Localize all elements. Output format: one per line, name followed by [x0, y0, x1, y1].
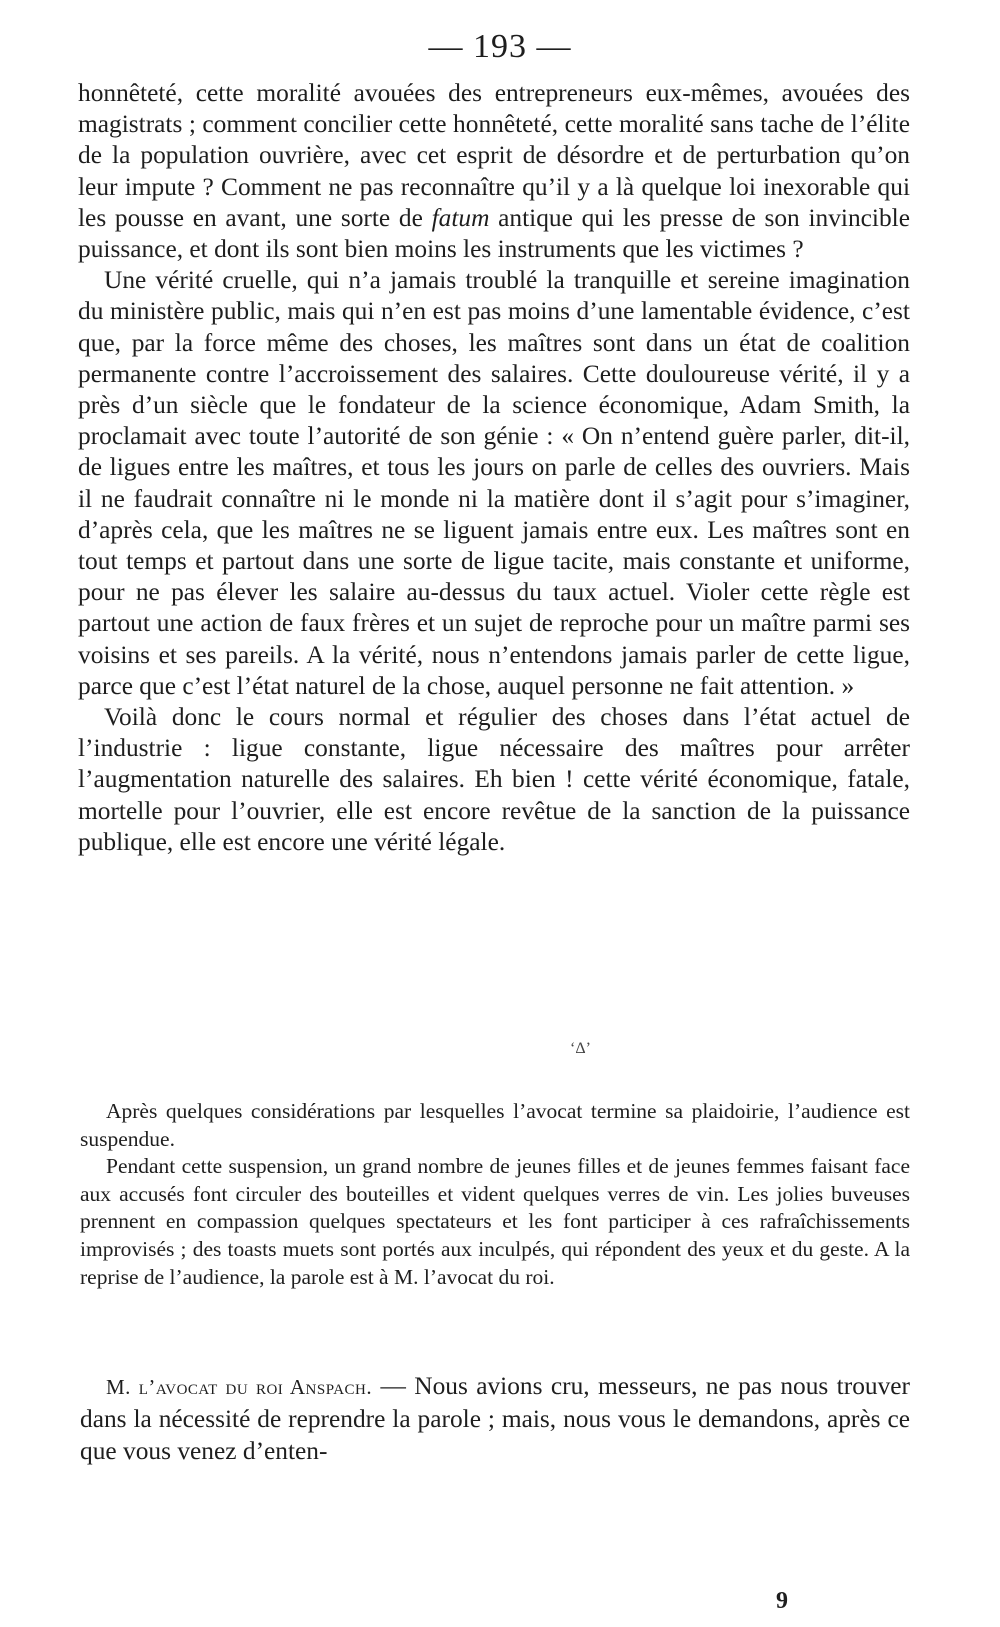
- narrative-paragraph-2: Pendant cette suspension, un grand nombre de jeunes filles et de jeunes femmes faisant face aux accusés font circuler des bouteilles et vident quelques verres de vin. Les jolies buveuses prennent en compassion quelques spectateurs et les font participer à ces rafraîchissements improvisés ; des toasts muets sont portés aux inculpés, qui répondent des yeux et du geste. A la reprise de l’audience, la parole est à M. l’avocat du roi.: [80, 1154, 910, 1289]
- paragraph-1: [78, 78, 910, 265]
- speech-paragraph: [80, 1370, 910, 1467]
- speaker-name: M. l’avocat du roi Anspach.: [106, 1375, 373, 1399]
- narrative-paragraph-1: Après quelques considérations par lesquelles l’avocat termine sa plaidoirie, l’audience est suspendue.: [80, 1099, 910, 1151]
- paragraph-1-tail: antique qui les presse de son invincible puissance, et dont ils sont bien moins les instruments que les victimes ?: [78, 203, 910, 264]
- narrative-block: [80, 1098, 910, 1291]
- fatum-word: fatum: [431, 203, 490, 232]
- printer-ornament: ‘Δ’: [570, 1040, 591, 1057]
- paragraph-2: Une vérité cruelle, qui n’a jamais troublé la tranquille et sereine imagination du ministère public, mais qui n’en est pas moins d’une lamentable évidence, c’est que, par la force même des choses, les maîtres sont dans un état de coalition permanente contre l’accroissement des salaires. Cette douloureuse vérité, il y a près d’un siècle que le fondateur de la science économique, Adam Smith, la proclamait avec toute l’autorité de son génie : « On n’entend guère parler, dit-il, de ligues entre les maîtres, et tous les jours on parle de celles des ouvriers. Mais il ne faudrait connaître ni le monde ni la matière dont il s’agit pour s’imaginer, d’après cela, que les maîtres ne se liguent jamais entre eux. Les maîtres sont en tout temps et partout dans une sorte de ligue tacite, mais constante et uniforme, pour ne pas élever les salaire au-dessus du taux actuel. Violer cette règle est partout une action de faux frères et un sujet de reproche pour un maître parmi ses voisins et ses pareils. A la vérité, nous n’entendons jamais parler de cette ligue, parce que c’est l’état naturel de la chose, auquel personne ne fait attention. »: [78, 266, 910, 700]
- paragraph-3: Voilà donc le cours normal et régulier des choses dans l’état actuel de l’industrie : ligue constante, ligue nécessaire des maîtres pour arrêter l’augmentation naturelle des salaires. Eh bien ! cette vérité économique, fatale, mortelle pour l’ouvrier, elle est encore revêtue de la sanction de la puissance publique, elle est encore une vérité légale.: [78, 703, 910, 856]
- signature-mark: 9: [776, 1588, 788, 1614]
- main-text-block: [78, 78, 910, 858]
- speech-block: [80, 1370, 910, 1467]
- speech-text: — Nous avions cru, messeurs, ne pas nous trouver dans la nécessité de reprendre la parole ; mais, nous vous le demandons, après ce que vous venez d’enten-: [80, 1372, 911, 1465]
- paragraph-1-text: honnêteté, cette moralité avouées des entrepreneurs eux-mêmes, avouées des magistrats ; comment concilier cette honnêteté, cette moralité sans tache de l’élite de la population ouvrière, avec cet esprit de désordre et de perturbation qu’on leur impute ? Comment ne pas reconnaître qu’il y a là quelque loi inexorable qui les pousse en avant, une sorte de: [78, 79, 910, 232]
- page-number: — 193 —: [428, 28, 572, 65]
